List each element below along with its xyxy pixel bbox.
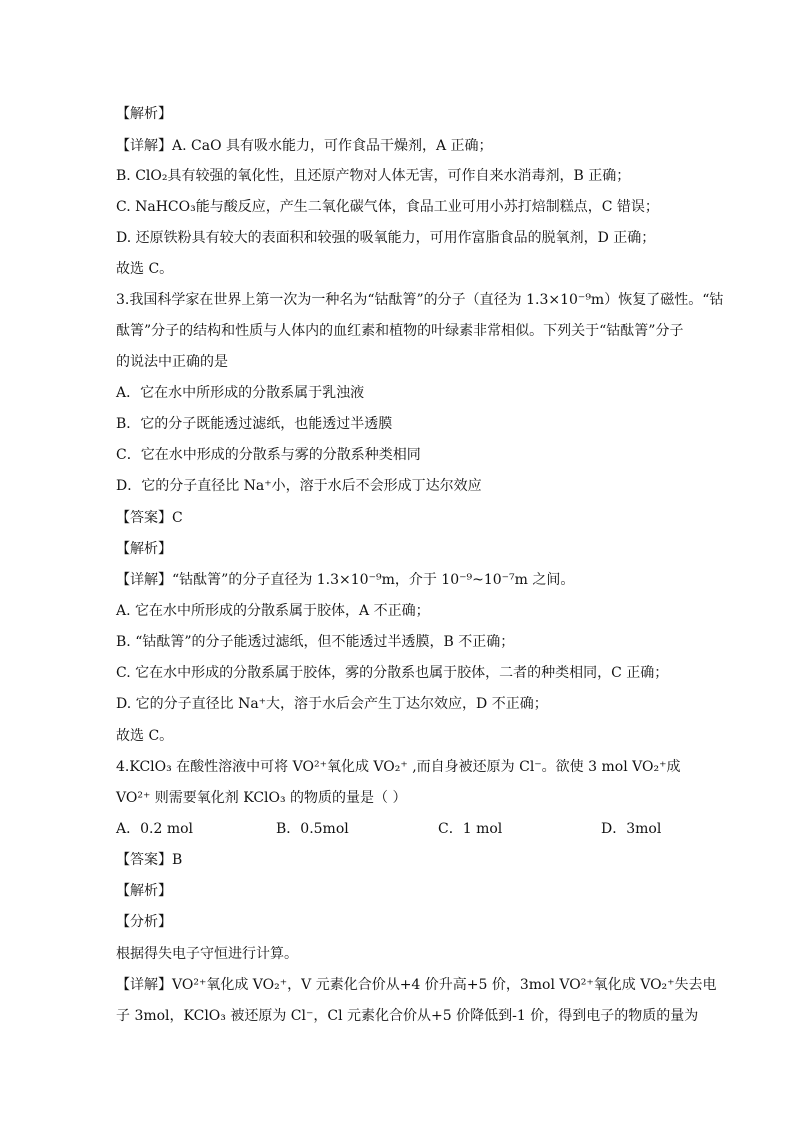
section-label-analysis: 【解析】	[116, 106, 172, 122]
text-line: 故选 C。	[116, 261, 174, 277]
question-4-stem: 4.KClO₃ 在酸性溶液中可将 VO²⁺氧化成 VO₂⁺ ,而自身被还原为 Cl⁻。欲使 3 mol VO₂⁺成	[116, 759, 681, 775]
text-line: D. 它的分子直径比 Na⁺大，溶于水后会产生丁达尔效应，D 不正确；	[116, 696, 548, 712]
text-line: 【详解】A. CaO 具有吸水能力，可作食品干燥剂，A 正确；	[116, 138, 493, 154]
section-label-analysis: 【解析】	[116, 541, 172, 557]
text-line: B. “钴酞箐”的分子能透过滤纸，但不能透过半透膜，B 不正确；	[116, 634, 515, 650]
text-line: 【详解】VO²⁺氧化成 VO₂⁺，V 元素化合价从+4 价升高+5 价，3mol VO²⁺氧化成 VO₂⁺失去电	[116, 977, 717, 993]
text-line: C. NaHCO₃能与酸反应，产生二氧化碳气体，食品工业可用小苏打焙制糕点，C 错误；	[116, 199, 659, 215]
text-line: 根据得失电子守恒进行计算。	[116, 946, 298, 962]
text-line: 【详解】“钴酞箐”的分子直径为 1.3×10⁻⁹m，介于 10⁻⁹~10⁻⁷m 之间。	[116, 572, 575, 588]
answer-label: 【答案】B	[116, 852, 183, 868]
answer-label: 【答案】C	[116, 510, 183, 526]
text-line: 故选 C。	[116, 728, 174, 744]
question-4-option-c: C．1 mol	[438, 821, 503, 837]
question-3-option-b: B．它的分子既能透过滤纸，也能透过半透膜	[116, 416, 393, 432]
text-line: 子 3mol，KClO₃ 被还原为 Cl⁻，Cl 元素化合价从+5 价降低到-1 价，得到电子的物质的量为	[116, 1008, 699, 1024]
text-line: B. ClO₂具有较强的氧化性，且还原产物对人体无害，可作自来水消毒剂，B 正确；	[116, 168, 631, 184]
question-3-stem: 3.我国科学家在世界上第一次为一种名为“钴酞箐”的分子（直径为 1.3×10⁻⁹m）恢复了磁性。“钴	[116, 292, 724, 308]
section-label-analysis-brief: 【分析】	[116, 914, 172, 930]
question-3-option-c: C．它在水中形成的分散系与雾的分散系种类相同	[116, 447, 421, 463]
question-3-option-a: A．它在水中所形成的分散系属于乳浊液	[116, 385, 365, 401]
question-4-stem: VO²⁺ 则需要氧化剂 KClO₃ 的物质的量是（ ）	[116, 790, 407, 806]
text-line: D. 还原铁粉具有较大的表面积和较强的吸氧能力，可用作富脂食品的脱氧剂，D 正确；	[116, 230, 656, 246]
question-3-stem: 的说法中正确的是	[116, 354, 228, 370]
text-line: C. 它在水中形成的分散系属于胶体，雾的分散系也属于胶体，二者的种类相同，C 正确；	[116, 665, 669, 681]
question-4-option-b: B．0.5mol	[276, 821, 349, 837]
question-3-option-d: D．它的分子直径比 Na⁺小，溶于水后不会形成丁达尔效应	[116, 478, 482, 494]
text-line: A. 它在水中所形成的分散系属于胶体，A 不正确；	[116, 603, 430, 619]
question-4-option-d: D．3mol	[601, 821, 662, 837]
question-3-stem: 酞箐”分子的结构和性质与人体内的血红素和植物的叶绿素非常相似。下列关于“钴酞箐”分子	[116, 323, 684, 339]
section-label-analysis: 【解析】	[116, 883, 172, 899]
question-4-option-a: A．0.2 mol	[116, 821, 194, 837]
